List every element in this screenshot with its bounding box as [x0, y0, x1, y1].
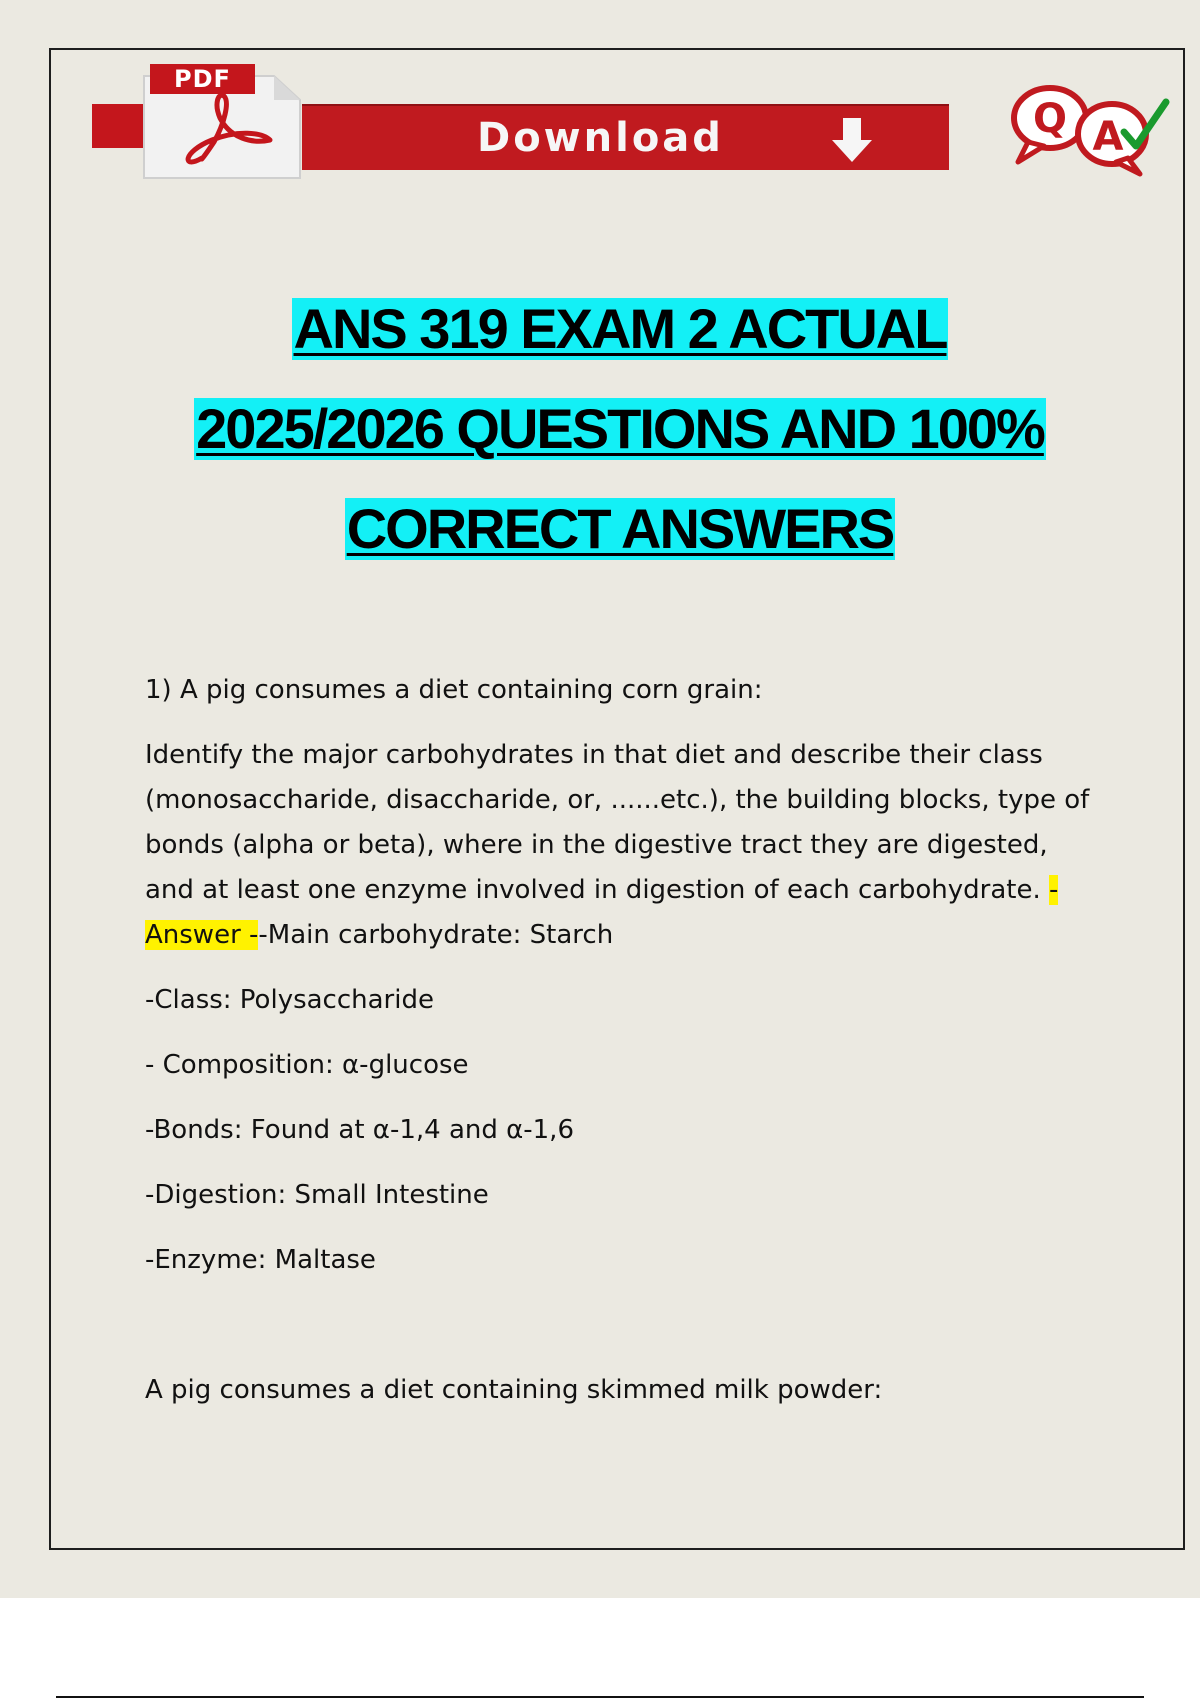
question-2-heading: A pig consumes a diet containing skimmed milk powder: — [145, 1375, 883, 1405]
answer-text: -Main carbohydrate: Starch — [258, 920, 614, 950]
document-title — [60, 298, 1180, 598]
logo-a: A — [1092, 114, 1124, 160]
title-line-1: ANS 319 EXAM 2 ACTUAL — [293, 297, 947, 360]
download-banner[interactable] — [92, 62, 862, 180]
arrow-down-icon — [830, 116, 874, 166]
question-1-body — [145, 733, 1090, 958]
title-line-3: CORRECT ANSWERS — [346, 497, 894, 560]
question-content — [145, 668, 1095, 1413]
fact-class: -Class: Polysaccharide — [145, 985, 434, 1015]
fact-enzyme: -Enzyme: Maltase — [145, 1245, 376, 1275]
fact-digestion: -Digestion: Small Intestine — [145, 1180, 489, 1210]
answer-marker: - Answer - — [145, 875, 1059, 950]
footer-divider — [56, 1696, 1144, 1698]
qa-logo — [1004, 82, 1174, 178]
question-1-heading: 1) A pig consumes a diet containing corn grain: — [145, 675, 763, 705]
pdf-label: PDF — [150, 64, 255, 94]
fact-composition: - Composition: α-glucose — [145, 1050, 469, 1080]
download-label: Download — [477, 115, 724, 161]
logo-q: Q — [1032, 96, 1068, 142]
download-button[interactable] — [302, 104, 949, 170]
pdf-file-icon — [142, 62, 302, 180]
title-line-2: 2025/2026 QUESTIONS AND 100% — [196, 397, 1044, 460]
question-1-text: Identify the major carbohydrates in that diet and describe their class (monosaccharide, disaccharide, or, ......etc.), the building blocks, type of bonds (alpha or beta), where in the digestive tract they are digested, and at least one enzyme involved in digestion of each carbohydrate. — [145, 740, 1090, 905]
fact-bonds: -Bonds: Found at α-1,4 and α-1,6 — [145, 1115, 574, 1145]
